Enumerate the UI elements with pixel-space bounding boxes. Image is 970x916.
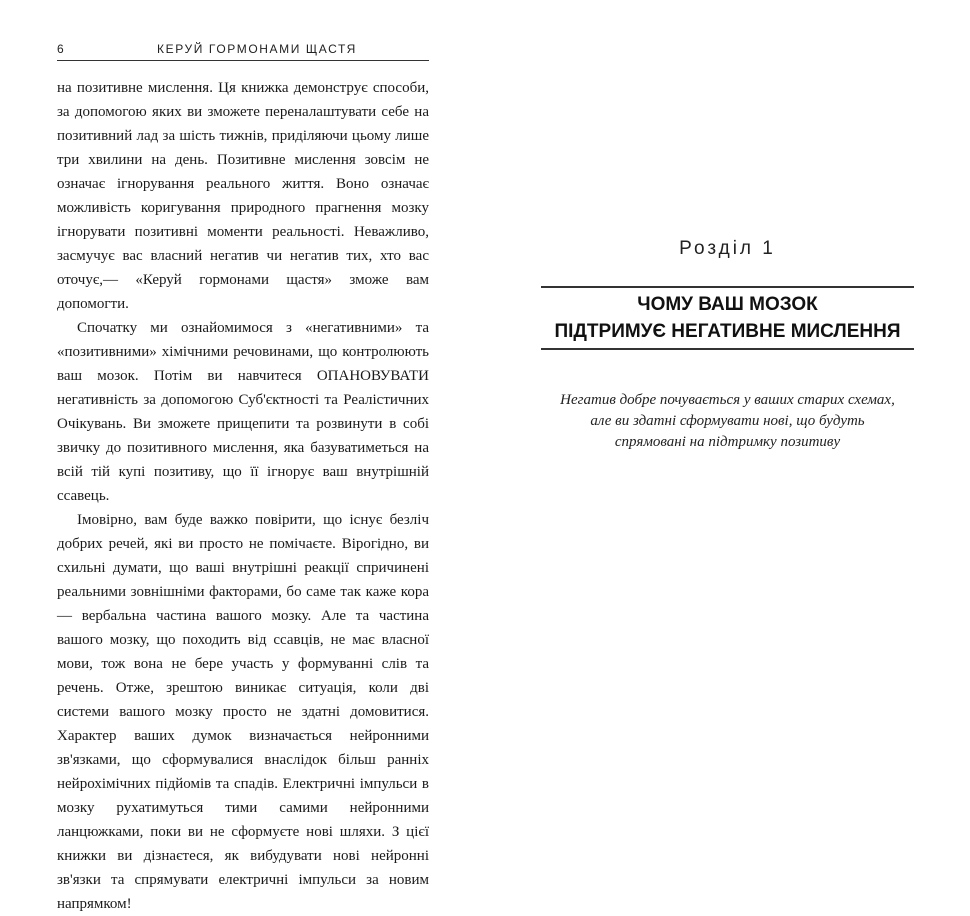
body-text [57,76,429,916]
epigraph-line: спрямовані на підтримку позитиву [614,434,841,450]
paragraph: Імовірно, вам буде важко повірити, що існує безліч добрих речей, які ви просто не помічаєте. Вірогідно, ви схильні думати, що ваші внутрішні реакції спричинені реальними зовнішніми факторами, бо саме так каже кора — вербальна частина вашого мозку. Але та частина вашого мозку, що походить від ссавців, не має власної мови, тож вона не бере участь у формуванні слів та речень. Отже, зрештою виникає ситуація, коли дві системи вашого мозку просто не здатні домовитися. Характер ваших думок визначається нейронними зв'язками, що сформувалися внаслідок більш ранніх нейрохімічних підйомів та спадів. Електричні імпульси в мозку рухатимуться тими самими нейронними ланцюжками, поки ви не сформуєте нові шляхи. З цієї книжки ви дізнаєтеся, як вибудувати нові нейронні зв'язки та спрямувати електричні імпульси за новим напрямком! [57,512,429,912]
paragraph: на позитивне мислення. Ця книжка демонструє способи, за допомогою яких ви зможете переналаштувати себе на позитивний лад за шість тижнів, приділяючи цьому лише три хвилини на день. Позитивне мислення зовсім не означає ігнорування реального життя. Воно означає можливість коригування природного прагнення мозку ігнорувати позитивні моменти реальності. Неважливо, засмучує вас власний негатив чи негатив тих, хто вас оточує,— «Керуй гормонами щастя» зможе вам допомогти. [57,80,429,312]
page-number: 6 [57,42,66,56]
chapter-title-line: ПІДТРИМУЄ НЕГАТИВНЕ МИСЛЕННЯ [554,321,901,342]
epigraph-line: Негатив добре почувається у ваших старих схемах, [560,392,895,408]
running-head [57,38,429,61]
running-title: КЕРУЙ ГОРМОНАМИ ЩАСТЯ [157,42,357,56]
epigraph [541,390,914,453]
left-page [57,38,429,912]
chapter-title-bottom-rule [541,348,914,350]
chapter-title-top-rule [541,286,914,288]
chapter-title-line: ЧОМУ ВАШ МОЗОК [637,294,818,315]
right-page [541,0,914,746]
paragraph: Спочатку ми ознайомимося з «негативними» та «позитивними» хімічними речовинами, що контролюють ваш мозок. Потім ви навчитеся ОПАНОВУВАТИ негативність за допомогою Суб'єктності та Реалістичних Очікувань. Ви зможете прищепити та розвинути в собі звичку до позитивного мислення, яка базуватиметься на всій тій купі позитиву, що її ігнорує ваш внутрішній ссавець. [57,320,429,504]
epigraph-line: але ви здатні сформувати нові, що будуть [590,413,865,429]
chapter-title [541,291,914,345]
chapter-label: Розділ 1 [679,238,776,259]
